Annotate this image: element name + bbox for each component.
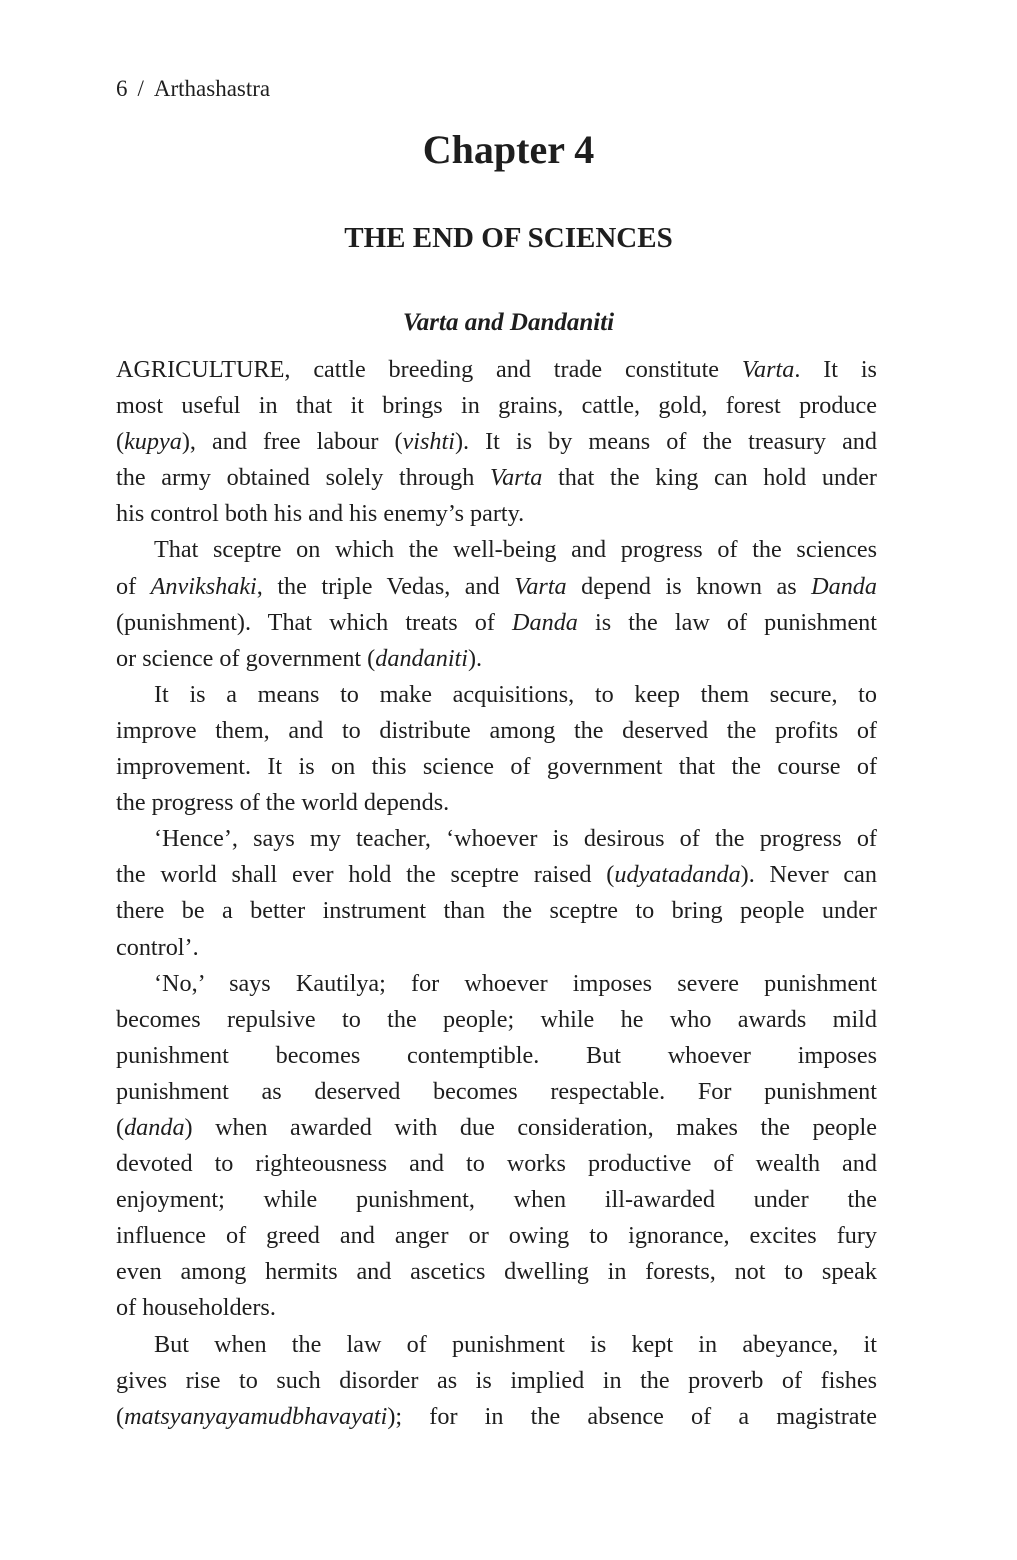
text-run: the army obtained solely through: [116, 464, 490, 492]
text-run: ).: [467, 644, 483, 672]
text-line: [116, 1038, 877, 1074]
text-run: That sceptre on which the well-being and progress of the sciences: [154, 536, 877, 564]
text-run: ); for in the absence of a magistrate: [387, 1402, 877, 1430]
text-run: (punishment). That which treats of: [116, 608, 513, 636]
paragraph-first-line: [116, 966, 877, 1002]
paragraph-first-line: [116, 532, 877, 568]
text-line: [116, 1074, 877, 1110]
italic-term: vishti: [402, 428, 455, 456]
italic-term: dandaniti: [375, 644, 468, 672]
text-run: control’.: [116, 933, 199, 961]
text-line: [116, 930, 877, 966]
paragraph-first-line: [116, 821, 877, 857]
italic-term: Anvikshaki: [150, 572, 257, 600]
text-run: It is a means to make acquisitions, to keep them secure, to: [154, 680, 877, 708]
text-line: [116, 352, 877, 388]
text-run: or science of government (: [116, 644, 376, 672]
text-line: [116, 713, 877, 749]
text-line: [116, 1363, 877, 1399]
text-run: improvement. It is on this science of government that the course of: [116, 753, 877, 781]
text-run: of: [116, 572, 151, 600]
text-line: [116, 424, 877, 460]
text-run: there be a better instrument than the sceptre to bring people under: [116, 897, 877, 925]
running-head-separator: /: [137, 76, 144, 101]
text-line: [116, 1254, 877, 1290]
text-line: [116, 605, 877, 641]
text-run: is the law of punishment: [577, 608, 877, 636]
italic-term: udyatadanda: [614, 861, 741, 889]
text-run: that the king can hold under: [542, 464, 877, 492]
text-run: influence of greed and anger or owing to ignorance, excites fury: [116, 1222, 877, 1250]
text-run: punishment becomes contemptible. But whoever imposes: [116, 1041, 877, 1069]
text-run: gives rise to such disorder as is implied in the proverb of fishes: [116, 1366, 877, 1394]
italic-term: Varta: [489, 464, 543, 492]
text-run: , the triple Vedas, and: [256, 572, 515, 600]
text-run: the world shall ever hold the sceptre raised (: [116, 861, 615, 889]
text-run: ‘Hence’, says my teacher, ‘whoever is desirous of the progress of: [154, 825, 877, 853]
italic-term: Varta: [514, 572, 567, 600]
text-line: [116, 893, 877, 929]
italic-term: Varta: [741, 356, 795, 383]
text-line: [116, 1110, 877, 1146]
text-run: of householders.: [116, 1294, 276, 1322]
italic-term: kupya: [124, 428, 182, 456]
text-run: (: [116, 1402, 125, 1430]
text-run: ‘No,’ says Kautilya; for whoever imposes severe punishment: [154, 969, 877, 997]
text-line: [116, 460, 877, 496]
italic-term: Danda: [811, 572, 877, 600]
running-head: [116, 74, 270, 104]
text-run: most useful in that it brings in grains, cattle, gold, forest produce: [116, 392, 877, 420]
text-run: AGRICULTURE, cattle breeding and trade constitute: [116, 356, 742, 383]
italic-term: danda: [124, 1113, 185, 1141]
text-line: [116, 1146, 877, 1182]
text-line: [116, 388, 877, 424]
text-line: [116, 1218, 877, 1254]
section-title: THE END OF SCIENCES: [344, 222, 673, 254]
text-run: the progress of the world depends.: [116, 789, 450, 817]
body-text: [116, 352, 877, 1435]
book-title: Arthashastra: [153, 76, 271, 101]
text-run: (: [116, 428, 125, 456]
text-run: ) when awarded with due consideration, makes the people: [184, 1113, 877, 1141]
italic-term: matsyanyayamudbhavayati: [124, 1402, 388, 1430]
text-run: enjoyment; while punishment, when ill-awarded under the: [116, 1186, 877, 1214]
subsection-title: Varta and Dandaniti: [402, 309, 615, 336]
text-line: [116, 1290, 877, 1326]
text-run: even among hermits and ascetics dwelling in forests, not to speak: [116, 1258, 877, 1286]
text-line: [116, 496, 877, 532]
text-run: punishment as deserved becomes respectable. For punishment: [116, 1077, 877, 1105]
text-run: his control both his and his enemy’s party.: [116, 500, 525, 528]
paragraph-first-line: [116, 1327, 877, 1363]
text-run: devoted to righteousness and to works productive of wealth and: [116, 1150, 877, 1178]
text-line: [116, 1002, 877, 1038]
chapter-title: Chapter 4: [422, 127, 595, 172]
text-run: ). Never can: [740, 861, 877, 889]
text-line: [116, 749, 877, 785]
text-run: ). It is by means of the treasury and: [454, 428, 877, 456]
text-line: [116, 1182, 877, 1218]
paragraph-first-line: [116, 677, 877, 713]
text-line: [116, 569, 877, 605]
italic-term: Danda: [512, 608, 578, 636]
page-number: 6: [116, 76, 128, 101]
text-line: [116, 1399, 877, 1435]
text-run: depend is known as: [566, 572, 812, 600]
text-line: [116, 857, 877, 893]
text-run: But when the law of punishment is kept in abeyance, it: [154, 1330, 877, 1358]
text-run: ), and free labour (: [181, 428, 403, 456]
text-run: . It is: [794, 356, 877, 383]
text-line: [116, 785, 877, 821]
text-run: becomes repulsive to the people; while he who awards mild: [116, 1005, 877, 1033]
text-run: (: [116, 1113, 125, 1141]
text-run: improve them, and to distribute among the deserved the profits of: [116, 716, 877, 744]
text-line: [116, 641, 877, 677]
